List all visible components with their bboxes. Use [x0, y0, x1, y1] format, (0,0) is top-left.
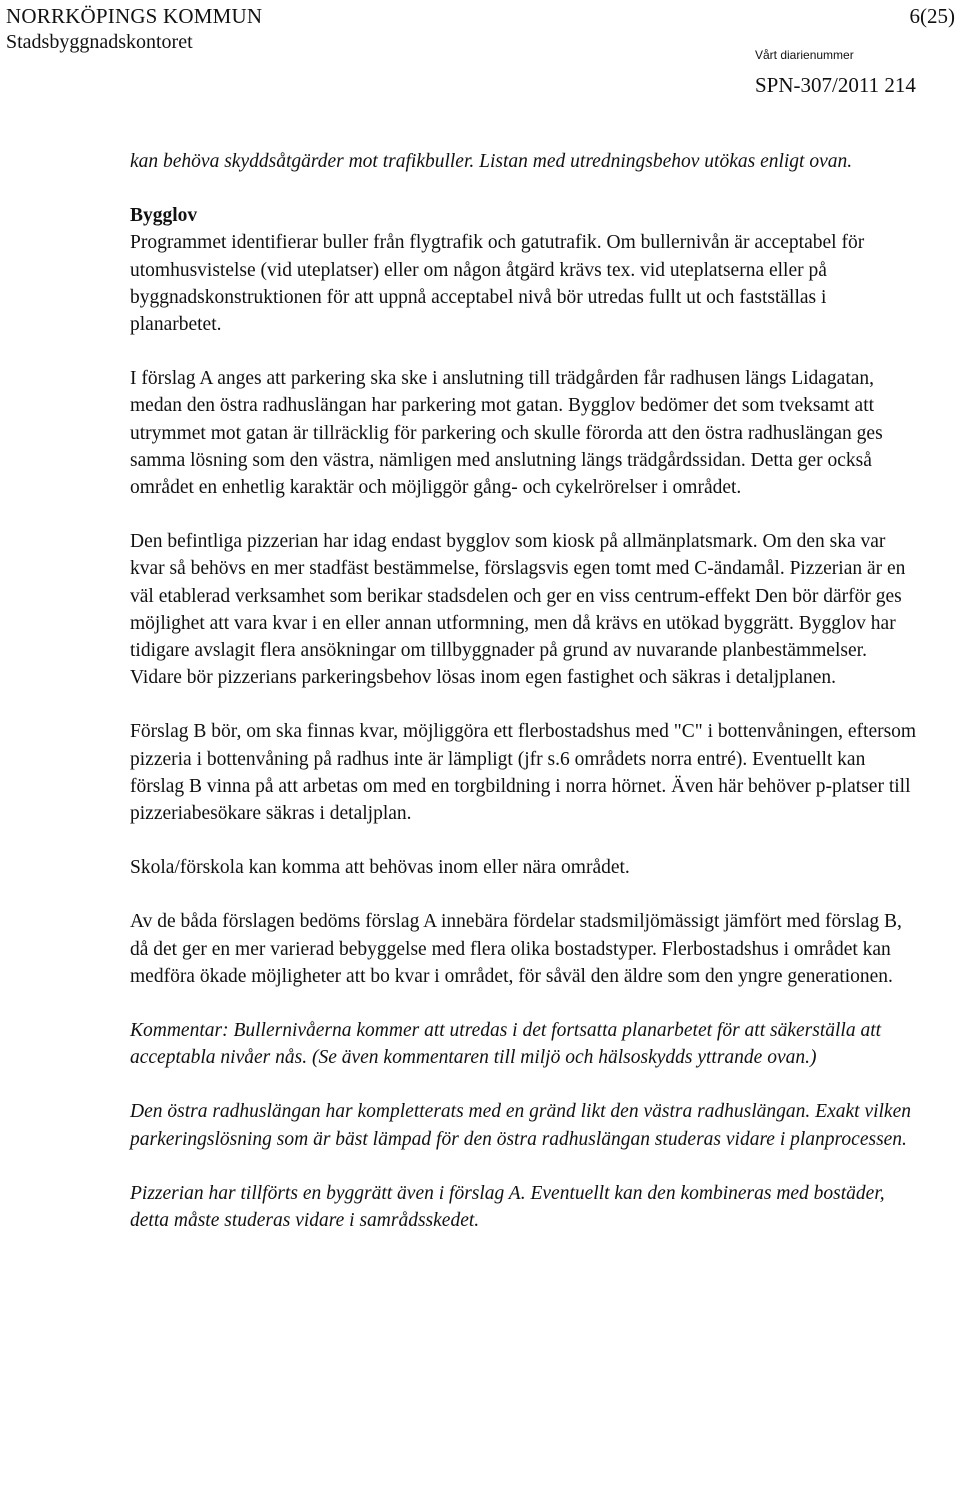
body-paragraph: Den befintliga pizzerian har idag endast bygglov som kiosk på allmänplatsmark. Om den ska var kvar så behövs en mer stadfäst bestämmelse, förslagsvis egen tomt med C-ändamål. Pizzerian är en väl etablerad verksamhet som berikar stadsdelen och ger en viss centrum-effekt Den bör därför ges möjlighet att vara kvar i en eller annan utformning, men då krävs en utökad byggrätt. Bygglov har tidigare avslagit flera ansökningar om tillbyggnader på grund av nuvarande planbestämmelser. Vidare bör pizzerians parkeringsbehov lösas inom egen fastighet och säkras i detaljplanen.	[130, 531, 906, 689]
comment-paragraph: Den östra radhuslängan har kompletterats med en gränd likt den västra radhuslängan. Exakt vilken parkeringslösning som är bäst lämpad för den östra radhuslängan studeras vidare i planprocessen.	[130, 1101, 911, 1150]
comment-paragraph: Kommentar: Bullernivåerna kommer att utredas i det fortsatta planarbetet för att säkerställa att acceptabla nivåer nås. (Se även kommentaren till miljö och hälsoskydds yttrande ovan.)	[130, 1020, 882, 1069]
page-indicator: 6(25)	[909, 4, 955, 28]
intro-paragraph: kan behöva skyddsåtgärder mot trafikbuller. Listan med utredningsbehov utökas enligt ovan.	[130, 151, 853, 172]
body-paragraph: Programmet identifierar buller från flygtrafik och gatutrafik. Om bullernivån är acceptabel för utomhusvistelse (vid uteplatser) eller om någon åtgärd krävs tex. vid uteplatserna eller på byggnadskonstruktionen för att uppnå acceptabel nivå bör utredas fullt ut och fastställas i planarbetet.	[130, 232, 865, 336]
body-paragraph: Av de båda förslagen bedöms förslag A innebära fördelar stadsmiljömässigt jämfört med förslag B, då det ger en mer varierad bebyggelse med flera olika bostadstyper. Flerbostadshus i området kan medföra ökade möjligheter att bo kvar i området, för såväl den äldre som den yngre generationen.	[130, 911, 902, 987]
department-name: Stadsbyggnadskontoret	[6, 31, 193, 53]
body-paragraph: Förslag B bör, om ska finnas kvar, möjliggöra ett flerbostadshus med "C" i bottenvåningen, eftersom pizzeria i bottenvåning på radhus inte är lämpligt (jfr s.6 områdets norra entré). Eventuellt kan förslag B vinna på att arbetas om med en torgbildning i norra hörnet. Även här behöver p-platser till pizzeriabesökare säkras i detaljplan.	[130, 721, 917, 825]
diary-number: SPN-307/2011 214	[755, 73, 916, 97]
organization-name: NORRKÖPINGS KOMMUN	[6, 4, 263, 28]
document-body	[130, 148, 920, 1234]
comment-paragraph: Pizzerian har tillförts en byggrätt även i förslag A. Eventuellt kan den kombineras med bostäder, detta måste studeras vidare i samrådsskedet.	[130, 1182, 885, 1232]
body-paragraph: I förslag A anges att parkering ska ske i anslutning till trädgården får radhusen längs Lidagatan, medan den östra radhuslängan har parkering mot gatan. Bygglov bedömer det som tveksamt att utrymmet mot gatan är tillräcklig för parkering och skulle förorda att den östra radhuslängan ges samma lösning som den västra, nämligen med anslutning längs trädgårdssidan. Detta ger också området en enhetlig karaktär och möjliggör gång- och cykelrörelser i området.	[130, 368, 883, 499]
body-paragraph: Skola/förskola kan komma att behövas inom eller nära området.	[130, 857, 630, 879]
diary-label: Vårt diarienummer	[755, 48, 854, 62]
section-heading: Bygglov	[130, 205, 198, 227]
